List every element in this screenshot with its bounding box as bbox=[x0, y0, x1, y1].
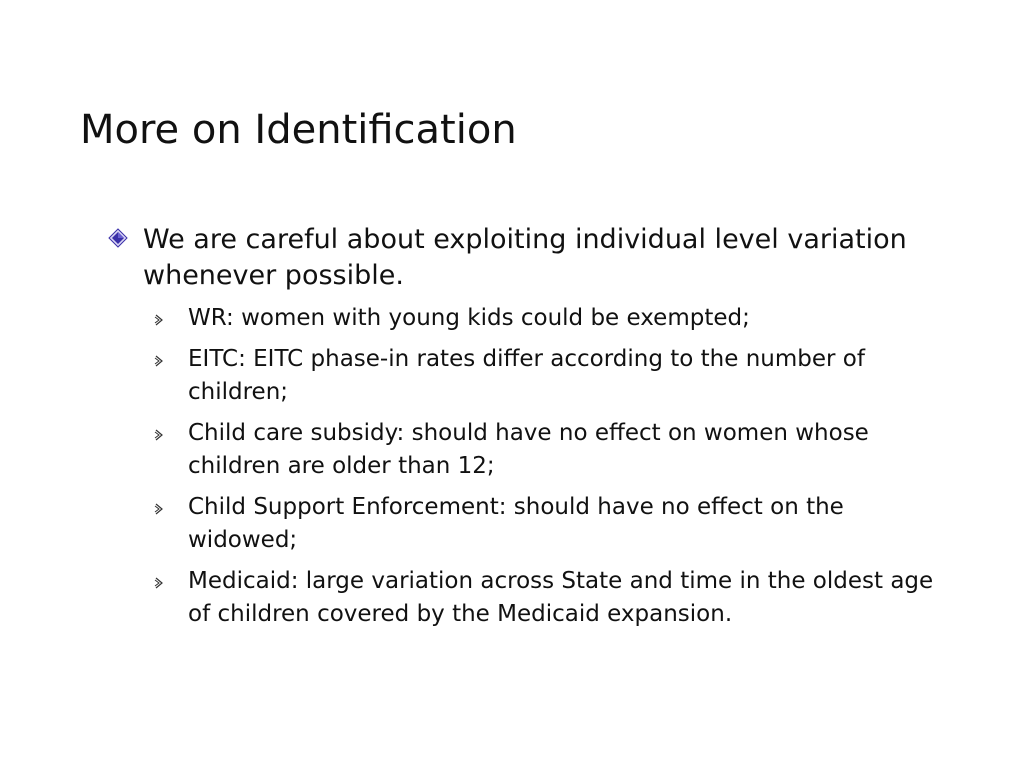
main-bullet bbox=[108, 222, 958, 294]
sub-bullet-text: Medicaid: large variation across State and time in the oldest age of children covered by the Medicaid expansion. bbox=[188, 568, 934, 627]
arrow-bullet-icon bbox=[154, 503, 164, 515]
main-bullet-text: We are careful about exploiting individual level variation whenever possible. bbox=[143, 224, 907, 291]
sub-bullet-text: Child Support Enforcement: should have no effect on the widowed; bbox=[188, 494, 844, 553]
sub-bullet-text: WR: women with young kids could be exempted; bbox=[188, 305, 750, 331]
sub-bullet-list bbox=[154, 302, 954, 639]
sub-bullet-item bbox=[154, 302, 954, 335]
arrow-bullet-icon bbox=[154, 429, 164, 441]
sub-bullet-item bbox=[154, 343, 954, 409]
arrow-bullet-icon bbox=[154, 577, 164, 589]
sub-bullet-text: EITC: EITC phase-in rates differ according to the number of children; bbox=[188, 346, 865, 405]
sub-bullet-item bbox=[154, 417, 954, 483]
sub-bullet-text: Child care subsidy: should have no effect on women whose children are older than 12; bbox=[188, 420, 869, 479]
sub-bullet-item bbox=[154, 491, 954, 557]
slide-title: More on Identification bbox=[80, 107, 517, 153]
arrow-bullet-icon bbox=[154, 314, 164, 326]
sub-bullet-item bbox=[154, 565, 954, 631]
diamond-bullet-icon bbox=[108, 228, 128, 248]
arrow-bullet-icon bbox=[154, 355, 164, 367]
